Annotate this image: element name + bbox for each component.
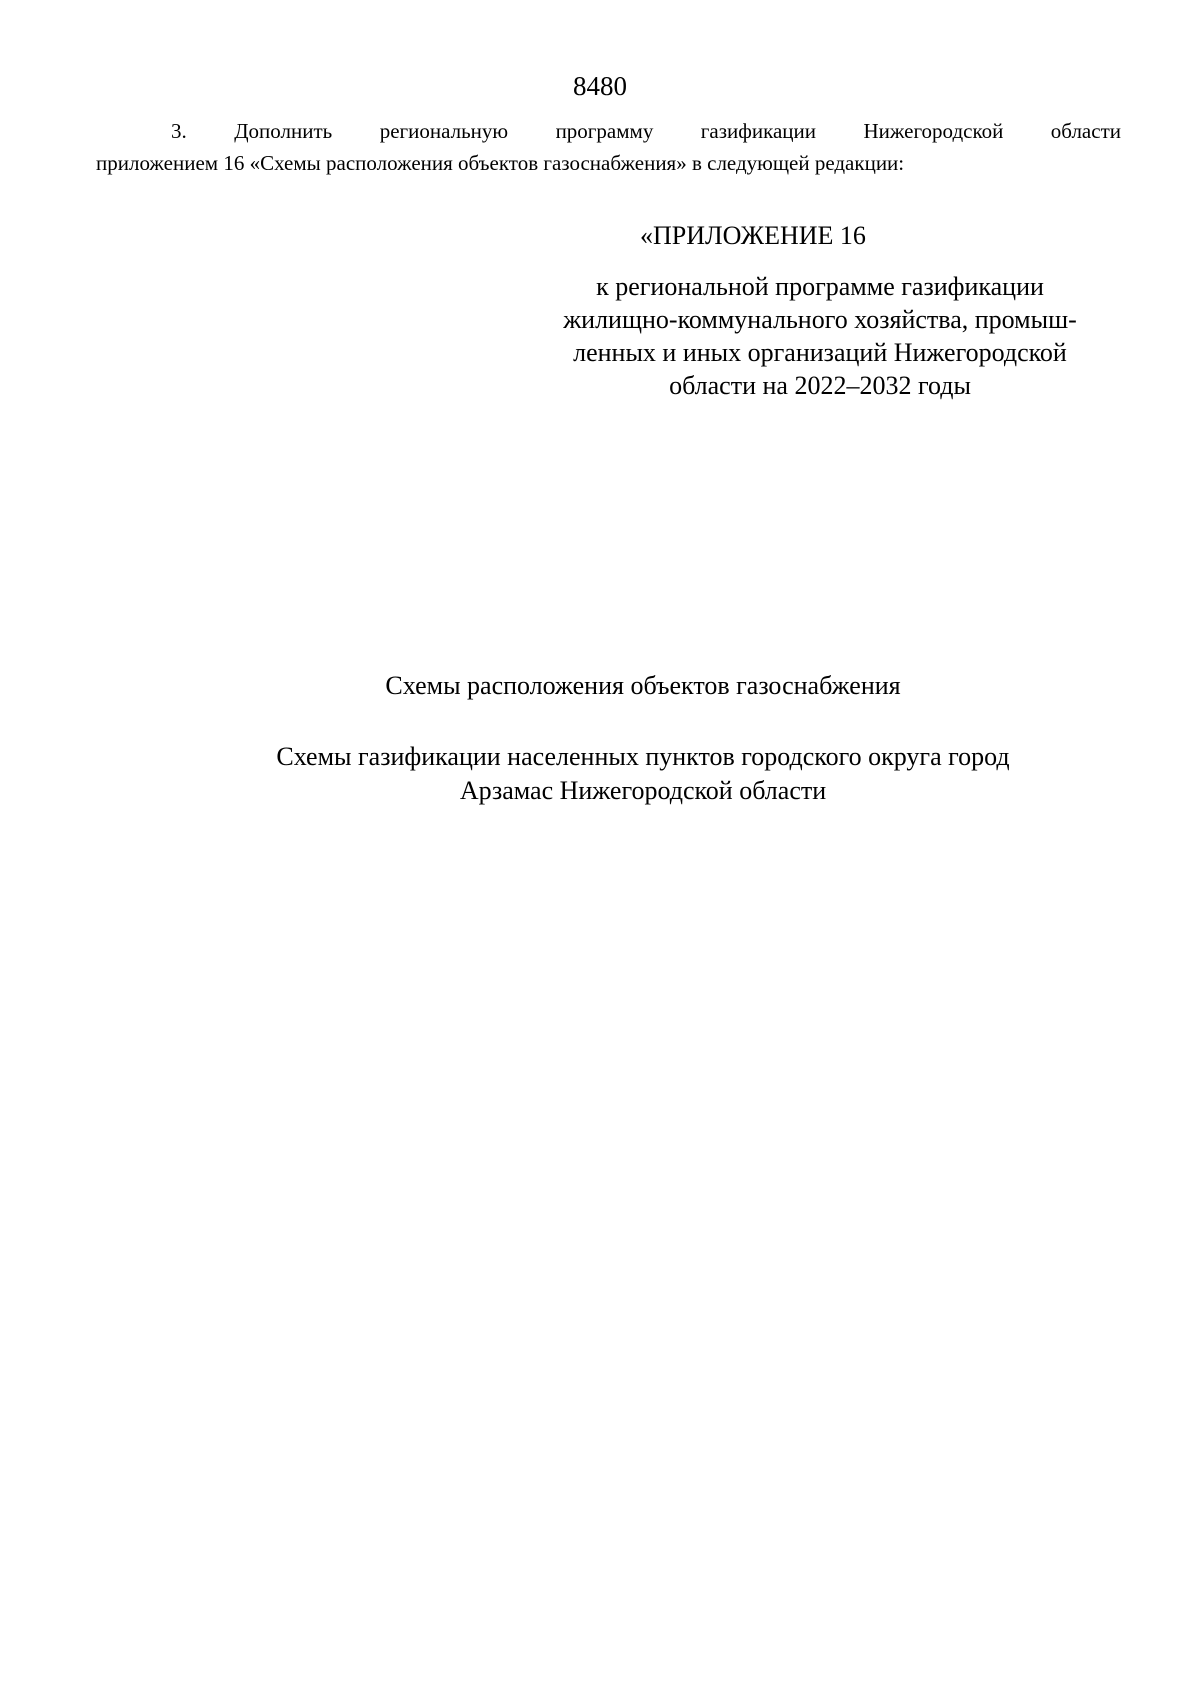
appendix-subtitle-line-3: ленных и иных организаций Нижегородской <box>573 338 1067 367</box>
appendix-title: «ПРИЛОЖЕНИЕ 16 <box>640 221 866 250</box>
amendment-paragraph-line-1: 3. Дополнить региональную программу газификации Нижегородской области <box>171 119 1121 143</box>
appendix-subtitle-line-2: жилищно-коммунального хозяйства, промыш- <box>563 305 1077 334</box>
section-heading: Схемы расположения объектов газоснабжения <box>385 671 901 700</box>
section-subheading <box>0 740 1200 808</box>
page-number: 8480 <box>573 71 627 101</box>
section-subheading-line-2: Арзамас Нижегородской области <box>459 776 827 805</box>
section-subheading-line-1: Схемы газификации населенных пунктов городского округа город <box>276 742 1010 771</box>
appendix-subtitle-line-1: к региональной программе газификации <box>596 272 1044 301</box>
amendment-paragraph <box>96 115 1121 179</box>
appendix-subtitle-line-4: области на 2022–2032 годы <box>669 371 971 400</box>
appendix-subtitle <box>520 270 1120 402</box>
amendment-paragraph-line-2: приложением 16 «Схемы расположения объектов газоснабжения» в следующей редакции: <box>96 151 905 175</box>
